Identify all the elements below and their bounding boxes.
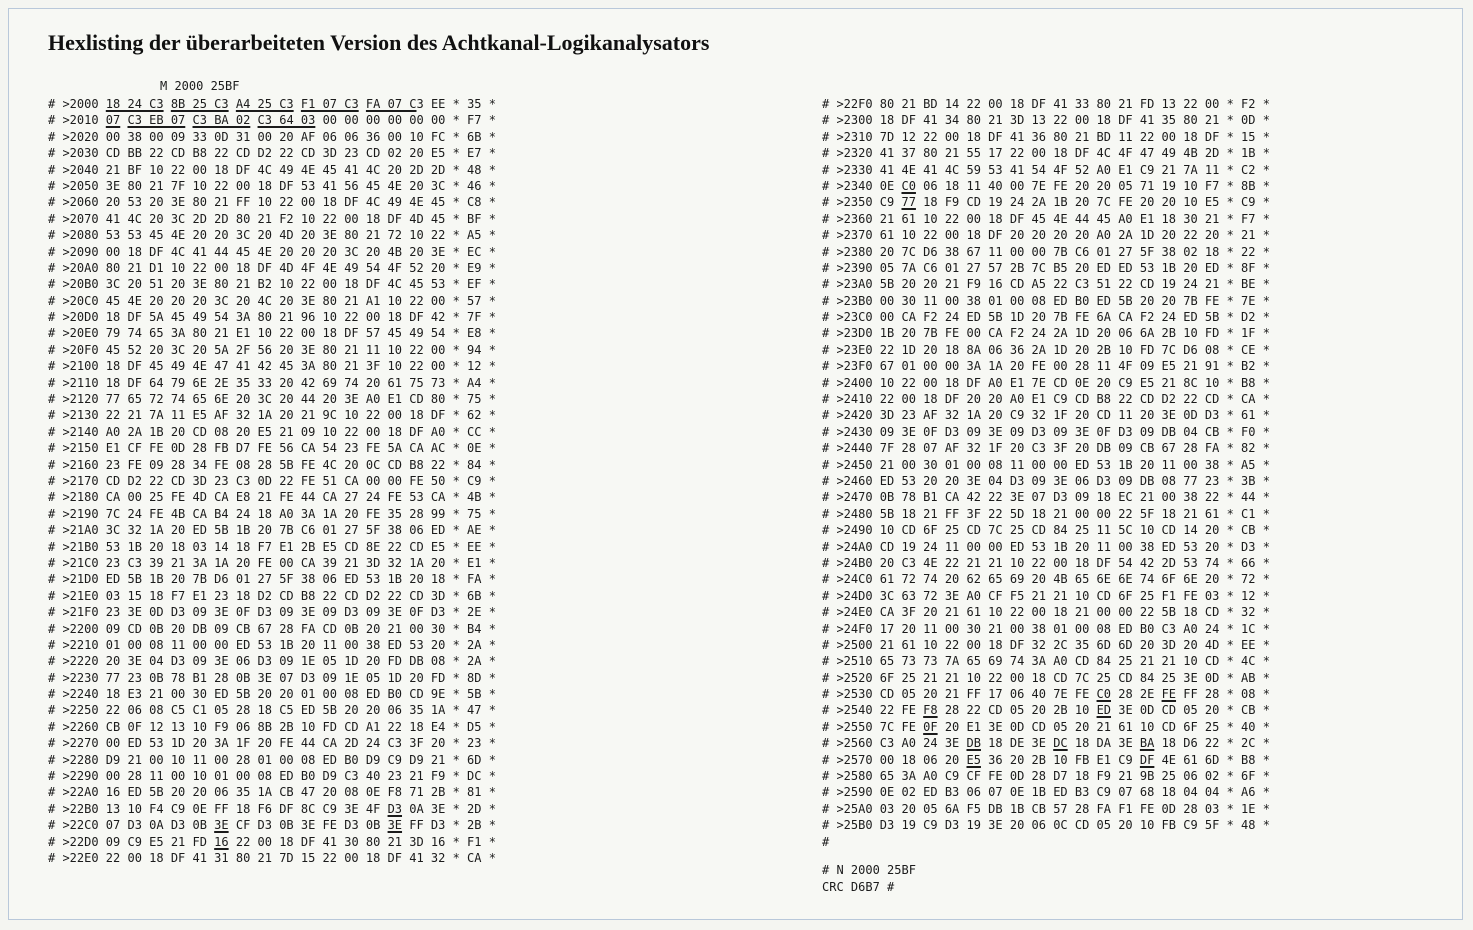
hex-row: # >2300 18 DF 41 34 80 21 3D 13 22 00 18 DF 41 35 80 21 * 0D *	[822, 113, 1270, 128]
hex-row: # >2180 CA 00 25 FE 4D CA E8 21 FE 44 CA 27 24 FE 53 CA * 4B *	[48, 490, 496, 505]
hex-row: # >2450 21 00 30 01 00 08 11 00 00 ED 53 1B 20 11 00 38 * A5 *	[822, 457, 1270, 472]
hex-row: # >24D0 3C 63 72 3E A0 CF F5 21 21 10 CD 6F 25 F1 FE 03 * 12 *	[822, 588, 1270, 603]
hex-row: # >2150 E1 CF FE 0D 28 FB D7 FE 56 CA 54 23 FE 5A CA AC * 0E *	[48, 441, 496, 456]
hex-row: # >23B0 00 30 11 00 38 01 00 08 ED B0 ED 5B 20 20 7B FE * 7E *	[822, 293, 1270, 308]
hex-row: # >20C0 45 4E 20 20 20 3C 20 4C 20 3E 80 21 A1 10 22 00 * 57 *	[48, 293, 496, 308]
hex-row: # >25A0 03 20 05 6A F5 DB 1B CB 57 28 FA F1 FE 0D 28 03 * 1E *	[822, 801, 1270, 816]
hex-row: # >2510 65 73 73 7A 65 69 74 3A A0 CD 84 25 21 21 10 CD * 4C *	[822, 654, 1270, 669]
hex-row: # >2330 41 4E 41 4C 59 53 41 54 4F 52 A0 E1 C9 21 7A 11 * C2 *	[822, 162, 1270, 177]
hex-row: # >20F0 45 52 20 3C 20 5A 2F 56 20 3E 80 21 11 10 22 00 * 94 *	[48, 342, 496, 357]
underlined-bytes: FE	[1161, 687, 1177, 702]
underlined-bytes: 77	[901, 195, 916, 210]
hex-row: # >2160 23 FE 09 28 34 FE 08 28 5B FE 4C 20 0C CD B8 22 * 84 *	[48, 457, 496, 472]
hex-row: # >2400 10 22 00 18 DF A0 E1 7E CD 0E 20 C9 E5 21 8C 10 * B8 *	[822, 375, 1270, 390]
hex-row: # >2000 18 24 C3 8B 25 C3 A4 25 C3 F1 07 C3 FA 07 C3 EE * 35 *	[48, 97, 496, 111]
page-title: Hexlisting der überarbeiteten Version des Achtkanal-Logikanalysators	[48, 30, 710, 55]
hex-row: # >2050 3E 80 21 7F 10 22 00 18 DF 53 41 56 45 4E 20 3C * 46 *	[48, 178, 496, 193]
hex-row: # >24C0 61 72 74 20 62 65 69 20 4B 65 6E 6E 74 6F 6E 20 * 72 *	[822, 572, 1270, 587]
underlined-bytes: 18 24 C3	[105, 97, 164, 111]
hex-row: # >2490 10 CD 6F 25 CD 7C 25 CD 84 25 11 5C 10 CD 14 20 * CB *	[822, 523, 1270, 538]
hex-row: # >23A0 5B 20 20 21 F9 16 CD A5 22 C3 51 22 CD 19 24 21 * BE *	[822, 277, 1270, 292]
hex-row: # >20D0 18 DF 5A 45 49 54 3A 80 21 96 10 22 00 18 DF 42 * 7F *	[48, 310, 496, 325]
hex-row: # >23C0 00 CA F2 24 ED 5B 1D 20 7B FE 6A CA F2 24 ED 5B * D2 *	[822, 310, 1270, 325]
hex-row: # >2580 65 3A A0 C9 CF FE 0D 28 D7 18 F9 21 9B 25 06 02 * 6F *	[822, 769, 1270, 784]
hex-row: # >22E0 22 00 18 DF 41 31 80 21 7D 15 22 00 18 DF 41 32 * CA *	[48, 850, 496, 865]
hex-row: # >21F0 23 3E 0D D3 09 3E 0F D3 09 3E 09 D3 09 3E 0F D3 * 2E *	[48, 605, 496, 620]
hex-row: # >2060 20 53 20 3E 80 21 FF 10 22 00 18 DF 4C 49 4E 45 * C8 *	[48, 195, 496, 210]
hex-row: # >2070 41 4C 20 3C 2D 2D 80 21 F2 10 22 00 18 DF 4D 45 * BF *	[48, 211, 496, 226]
hex-row: # >24E0 CA 3F 20 21 61 10 22 00 18 21 00 00 22 5B 18 CD * 32 *	[822, 605, 1270, 620]
hex-column-left	[48, 96, 496, 866]
hex-row: # >2190 7C 24 FE 4B CA B4 24 18 A0 3A 1A 20 FE 35 28 99 * 75 *	[48, 506, 496, 521]
hex-row: # >2260 CB 0F 12 13 10 F9 06 8B 2B 10 FD CD A1 22 18 E4 * D5 *	[48, 719, 496, 734]
hex-row: # >2500 21 61 10 22 00 18 DF 32 2C 35 6D 6D 20 3D 20 4D * EE *	[822, 637, 1270, 652]
underlined-bytes: DF	[1139, 752, 1155, 767]
hex-row: #	[822, 834, 830, 849]
underlined-bytes: DC	[1053, 736, 1068, 751]
hex-row: # >22F0 80 21 BD 14 22 00 18 DF 41 33 80 21 FD 13 22 00 * F2 *	[822, 97, 1270, 111]
hex-row: # >2350 C9 77 18 F9 CD 19 24 2A 1B 20 7C FE 20 20 10 E5 * C9 *	[822, 195, 1270, 210]
hex-row: # >2220 20 3E 04 D3 09 3E 06 D3 09 1E 05 1D 20 FD DB 08 * 2A *	[48, 654, 496, 669]
hex-row: # >2110 18 DF 64 79 6E 2E 35 33 20 42 69 74 20 61 75 73 * A4 *	[48, 375, 496, 390]
hex-row: # >2080 53 53 45 4E 20 20 3C 20 4D 20 3E 80 21 72 10 22 * A5 *	[48, 228, 496, 243]
hex-row: # >24F0 17 20 11 00 30 21 00 38 01 00 08 ED B0 C3 A0 24 * 1C *	[822, 621, 1270, 636]
hex-row: # >2470 0B 78 B1 CA 42 22 3E 07 D3 09 18 EC 21 00 38 22 * 44 *	[822, 490, 1270, 505]
hex-row: # >2550 7C FE 0F 20 E1 3E 0D CD 05 20 21 61 10 CD 6F 25 * 40 *	[822, 719, 1270, 734]
hex-row: # >2120 77 65 72 74 65 6E 20 3C 20 44 20 3E A0 E1 CD 80 * 75 *	[48, 392, 496, 407]
hex-row: # >2460 ED 53 20 20 3E 04 D3 09 3E 06 D3 09 DB 08 77 23 * 3B *	[822, 473, 1270, 488]
underlined-bytes: 0F	[923, 719, 938, 734]
hex-row: # >2030 CD BB 22 CD B8 22 CD D2 22 CD 3D 23 CD 02 20 E5 * E7 *	[48, 146, 496, 161]
hex-row: # >2130 22 21 7A 11 E5 AF 32 1A 20 21 9C 10 22 00 18 DF * 62 *	[48, 408, 496, 423]
underlined-bytes: DB	[966, 736, 981, 751]
hex-row: # >23F0 67 01 00 00 3A 1A 20 FE 00 28 11 4F 09 E5 21 91 * B2 *	[822, 359, 1270, 374]
hex-row: # >2390 05 7A C6 01 27 57 2B 7C B5 20 ED ED 53 1B 20 ED * 8F *	[822, 260, 1270, 275]
hex-row: # >20B0 3C 20 51 20 3E 80 21 B2 10 22 00 18 DF 4C 45 53 * EF *	[48, 277, 496, 292]
hex-row: # >22A0 16 ED 5B 20 20 06 35 1A CB 47 20 08 0E F8 71 2B * 81 *	[48, 785, 496, 800]
underlined-bytes: 3E	[214, 818, 229, 833]
underlined-bytes: C3 EB 07	[127, 113, 186, 128]
hex-row: # >22C0 07 D3 0A D3 0B 3E CF D3 0B 3E FE D3 0B 3E FF D3 * 2B *	[48, 818, 496, 833]
hex-row: # >20E0 79 74 65 3A 80 21 E1 10 22 00 18 DF 57 45 49 54 * E8 *	[48, 326, 496, 341]
underlined-bytes: E5	[966, 752, 981, 767]
hex-row: # >2230 77 23 0B 78 B1 28 0B 3E 07 D3 09 1E 05 1D 20 FD * 8D *	[48, 670, 496, 685]
underlined-bytes: ED	[1096, 703, 1112, 718]
hex-row: # >2310 7D 12 22 00 18 DF 41 36 80 21 BD 11 22 00 18 DF * 15 *	[822, 129, 1270, 144]
hex-row: # >2320 41 37 80 21 55 17 22 00 18 DF 4C 4F 47 49 4B 2D * 1B *	[822, 146, 1270, 161]
underlined-bytes: FA 07 C	[365, 97, 417, 111]
hex-row: # >2100 18 DF 45 49 4E 47 41 42 45 3A 80 21 3F 10 22 00 * 12 *	[48, 359, 496, 374]
underlined-bytes: C3 64 03	[257, 113, 316, 128]
hex-row: # >21A0 3C 32 1A 20 ED 5B 1B 20 7B C6 01 27 5F 38 06 ED * AE *	[48, 523, 496, 538]
hex-column-right	[822, 96, 1270, 850]
hex-row: # >2480 5B 18 21 FF 3F 22 5D 18 21 00 00 22 5F 18 21 61 * C1 *	[822, 506, 1270, 521]
hex-row: # >2040 21 BF 10 22 00 18 DF 4C 49 4E 45 41 4C 20 2D 2D * 48 *	[48, 162, 496, 177]
hex-row: # >23D0 1B 20 7B FE 00 CA F2 24 2A 1D 20 06 6A 2B 10 FD * 1F *	[822, 326, 1270, 341]
hex-row: # >2340 0E C0 06 18 11 40 00 7E FE 20 20 05 71 19 10 F7 * 8B *	[822, 178, 1270, 193]
hex-row: # >2430 09 3E 0F D3 09 3E 09 D3 09 3E 0F D3 09 DB 04 CB * F0 *	[822, 424, 1270, 439]
hex-row: # >2010 07 C3 EB 07 C3 BA 02 C3 64 03 00 00 00 00 00 00 * F7 *	[48, 113, 496, 128]
hex-row: # >2360 21 61 10 22 00 18 DF 45 4E 44 45 A0 E1 18 30 21 * F7 *	[822, 211, 1270, 226]
hex-row: # >24B0 20 C3 4E 22 21 21 10 22 00 18 DF 54 42 2D 53 74 * 66 *	[822, 555, 1270, 570]
hex-row: # >2290 00 28 11 00 10 01 00 08 ED B0 D9 C3 40 23 21 F9 * DC *	[48, 769, 496, 784]
hex-row: # >2380 20 7C D6 38 67 11 00 00 7B C6 01 27 5F 38 02 18 * 22 *	[822, 244, 1270, 259]
command-top: M 2000 25BF	[160, 79, 240, 93]
hex-row: # >24A0 CD 19 24 11 00 00 ED 53 1B 20 11 00 38 ED 53 20 * D3 *	[822, 539, 1270, 554]
footer-command: # N 2000 25BF	[822, 863, 916, 877]
underlined-bytes: F8	[923, 703, 938, 718]
footer-crc: CRC D6B7 #	[822, 880, 895, 894]
underlined-bytes: C3 BA 02	[192, 113, 251, 128]
hex-row: # >2420 3D 23 AF 32 1A 20 C9 32 1F 20 CD 11 20 3E 0D D3 * 61 *	[822, 408, 1270, 423]
hex-row: # >2240 18 E3 21 00 30 ED 5B 20 20 01 00 08 ED B0 CD 9E * 5B *	[48, 687, 496, 702]
underlined-bytes: C0	[901, 178, 916, 193]
hex-row: # >2410 22 00 18 DF 20 20 A0 E1 C9 CD B8 22 CD D2 22 CD * CA *	[822, 392, 1270, 407]
hex-row: # >2440 7F 28 07 AF 32 1F 20 C3 3F 20 DB 09 CB 67 28 FA * 82 *	[822, 441, 1270, 456]
hex-row: # >2540 22 FE F8 28 22 CD 05 20 2B 10 ED 3E 0D CD 05 20 * CB *	[822, 703, 1270, 718]
hex-row: # >22B0 13 10 F4 C9 0E FF 18 F6 DF 8C C9 3E 4F D3 0A 3E * 2D *	[48, 801, 496, 816]
hex-row: # >23E0 22 1D 20 18 8A 06 36 2A 1D 20 2B 10 FD 7C D6 08 * CE *	[822, 342, 1270, 357]
hex-row: # >25B0 D3 19 C9 D3 19 3E 20 06 0C CD 05 20 10 FB C9 5F * 48 *	[822, 818, 1270, 833]
hex-row: # >2200 09 CD 0B 20 DB 09 CB 67 28 FA CD 0B 20 21 00 30 * B4 *	[48, 621, 496, 636]
hex-row: # >21E0 03 15 18 F7 E1 23 18 D2 CD B8 22 CD D2 22 CD 3D * 6B *	[48, 588, 496, 603]
hex-row: # >21B0 53 1B 20 18 03 14 18 F7 E1 2B E5 CD 8E 22 CD E5 * EE *	[48, 539, 496, 554]
hex-row: # >2520 6F 25 21 21 10 22 00 18 CD 7C 25 CD 84 25 3E 0D * AB *	[822, 670, 1270, 685]
hex-row: # >21D0 ED 5B 1B 20 7B D6 01 27 5F 38 06 ED 53 1B 20 18 * FA *	[48, 572, 496, 587]
underlined-bytes: A4 25 C3	[235, 97, 294, 111]
hex-row: # >2560 C3 A0 24 3E DB 18 DE 3E DC 18 DA 3E BA 18 D6 22 * 2C *	[822, 736, 1270, 751]
underlined-bytes: F1 07 C3	[300, 97, 359, 111]
underlined-bytes: 16	[214, 834, 229, 849]
hex-row: # >2590 0E 02 ED B3 06 07 0E 1B ED B3 C9 07 68 18 04 04 * A6 *	[822, 785, 1270, 800]
hex-row: # >22D0 09 C9 E5 21 FD 16 22 00 18 DF 41 30 80 21 3D 16 * F1 *	[48, 834, 496, 849]
hex-row: # >21C0 23 C3 39 21 3A 1A 20 FE 00 CA 39 21 3D 32 1A 20 * E1 *	[48, 555, 496, 570]
hex-row: # >2530 CD 05 20 21 FF 17 06 40 7E FE C0 28 2E FE FF 28 * 08 *	[822, 687, 1270, 702]
underlined-bytes: 07	[105, 113, 121, 128]
hex-row: # >2250 22 06 08 C5 C1 05 28 18 C5 ED 5B 20 20 06 35 1A * 47 *	[48, 703, 496, 718]
hex-row: # >2370 61 10 22 00 18 DF 20 20 20 20 A0 2A 1D 20 22 20 * 21 *	[822, 228, 1270, 243]
hex-row: # >2570 00 18 06 20 E5 36 20 2B 10 FB E1 C9 DF 4E 61 6D * B8 *	[822, 752, 1270, 767]
hex-row: # >20A0 80 21 D1 10 22 00 18 DF 4D 4F 4E 49 54 4F 52 20 * E9 *	[48, 260, 496, 275]
underlined-bytes: 3E	[387, 818, 403, 833]
underlined-bytes: C0	[1096, 687, 1111, 702]
hex-row: # >2210 01 00 08 11 00 00 ED 53 1B 20 11 00 38 ED 53 20 * 2A *	[48, 637, 496, 652]
hex-row: # >2280 D9 21 00 10 11 00 28 01 00 08 ED B0 D9 C9 D9 21 * 6D *	[48, 752, 496, 767]
hex-row: # >2020 00 38 00 09 33 0D 31 00 20 AF 06 06 36 00 10 FC * 6B *	[48, 129, 496, 144]
underlined-bytes: BA	[1139, 736, 1155, 751]
underlined-bytes: 8B 25 C3	[170, 97, 229, 111]
underlined-bytes: D3	[387, 801, 403, 816]
hex-row: # >2140 A0 2A 1B 20 CD 08 20 E5 21 09 10 22 00 18 DF A0 * CC *	[48, 424, 496, 439]
hex-row: # >2270 00 ED 53 1D 20 3A 1F 20 FE 44 CA 2D 24 C3 3F 20 * 23 *	[48, 736, 496, 751]
hex-row: # >2170 CD D2 22 CD 3D 23 C3 0D 22 FE 51 CA 00 00 FE 50 * C9 *	[48, 473, 496, 488]
hex-row: # >2090 00 18 DF 4C 41 44 45 4E 20 20 20 3C 20 4B 20 3E * EC *	[48, 244, 496, 259]
